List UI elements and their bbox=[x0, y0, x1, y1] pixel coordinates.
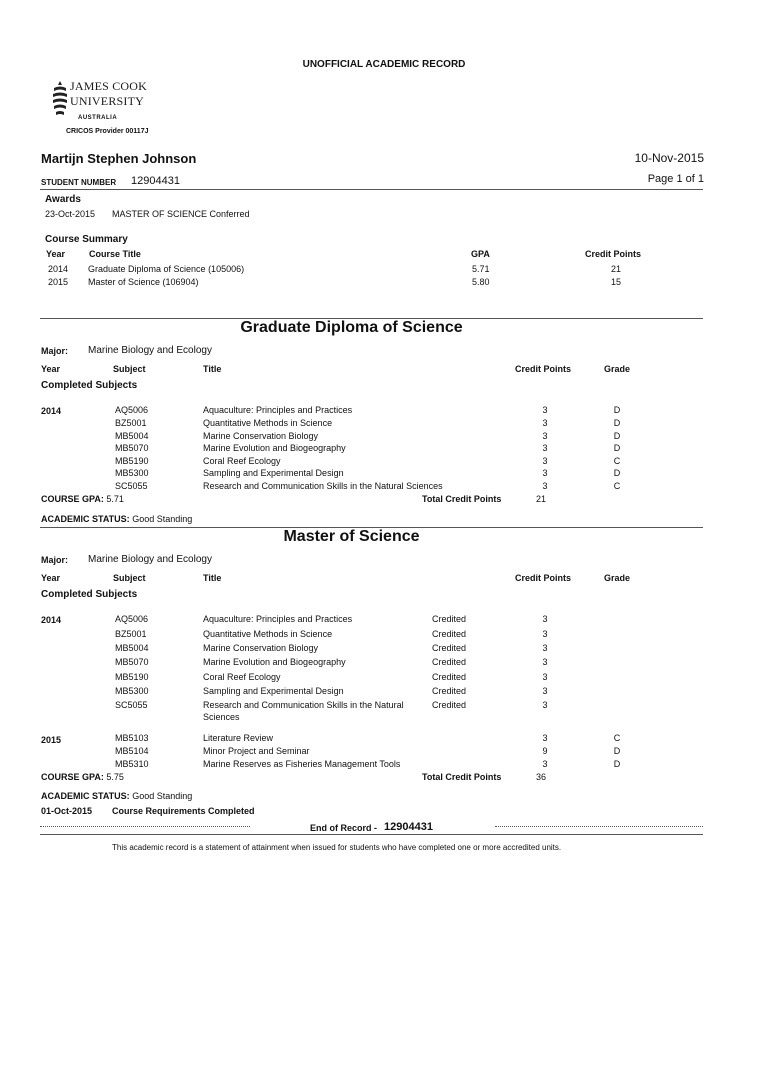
credit-points: 3 bbox=[542, 733, 548, 743]
student-number-label: STUDENT NUMBER bbox=[41, 178, 117, 187]
logo-line-1: JAMES COOK bbox=[70, 79, 148, 93]
ms-total-value: 36 bbox=[535, 772, 546, 782]
gds-col-year: Year bbox=[41, 364, 61, 374]
credit-points: 3 bbox=[542, 700, 548, 710]
requirements-date: 01-Oct-2015 bbox=[41, 806, 93, 816]
credited-note: Credited bbox=[432, 657, 467, 667]
award-text: MASTER OF SCIENCE Conferred bbox=[112, 209, 250, 219]
ms-major-label: Major: bbox=[41, 555, 68, 565]
subject-title: Coral Reef Ecology bbox=[203, 456, 281, 466]
ms-year-2015: 2015 bbox=[41, 735, 62, 745]
subject-title-continued: Sciences bbox=[203, 712, 240, 722]
statement-text: This academic record is a statement of attainment when issued for students who have completed one or more accredited units. bbox=[112, 843, 562, 852]
ms-col-year: Year bbox=[41, 573, 61, 583]
ms-completed-subjects: Completed Subjects bbox=[41, 589, 138, 600]
subject-code: MB5300 bbox=[115, 686, 149, 696]
subject-code: MB5004 bbox=[115, 643, 149, 653]
crest-icon bbox=[51, 80, 69, 120]
credit-points: 3 bbox=[542, 456, 548, 466]
gds-status-value: Good Standing bbox=[132, 514, 193, 524]
student-name: Martijn Stephen Johnson bbox=[41, 151, 197, 166]
subject-title: Quantitative Methods in Science bbox=[203, 418, 333, 428]
course-summary-heading: Course Summary bbox=[45, 234, 128, 245]
grade: D bbox=[613, 443, 621, 453]
subject-title: Research and Communication Skills in the Natural bbox=[203, 700, 404, 710]
credit-points: 3 bbox=[542, 672, 548, 682]
summary-col-credit-points: Credit Points bbox=[585, 249, 642, 259]
grade: C bbox=[613, 456, 621, 466]
grade: D bbox=[613, 418, 621, 428]
gds-major: Marine Biology and Ecology bbox=[88, 345, 212, 356]
gds-gpa-label: COURSE GPA: bbox=[41, 494, 104, 504]
credit-points: 3 bbox=[542, 405, 548, 415]
subject-title: Marine Conservation Biology bbox=[203, 431, 319, 441]
subject-title: Aquaculture: Principles and Practices bbox=[203, 405, 353, 415]
logo-line-2: UNIVERSITY bbox=[70, 94, 144, 108]
grade: D bbox=[613, 468, 621, 478]
summary-title: Graduate Diploma of Science (105006) bbox=[88, 264, 245, 274]
end-of-record-number: 12904431 bbox=[384, 821, 433, 833]
credit-points: 9 bbox=[542, 746, 548, 756]
summary-gpa: 5.71 bbox=[472, 264, 490, 274]
award-date: 23-Oct-2015 bbox=[45, 209, 96, 219]
credit-points: 3 bbox=[542, 614, 548, 624]
summary-year: 2015 bbox=[48, 277, 69, 287]
university-logo bbox=[48, 74, 158, 126]
subject-title: Marine Conservation Biology bbox=[203, 643, 319, 653]
credited-note: Credited bbox=[432, 672, 467, 682]
end-right-dots bbox=[495, 826, 703, 827]
record-date: 10-Nov-2015 bbox=[634, 151, 704, 165]
credited-note: Credited bbox=[432, 614, 467, 624]
end-left-dots bbox=[40, 826, 250, 827]
subject-title: Research and Communication Skills in the Natural Sciences bbox=[203, 481, 443, 491]
subject-title: Sampling and Experimental Design bbox=[203, 686, 344, 696]
subject-code: AQ5006 bbox=[115, 614, 149, 624]
credit-points: 3 bbox=[542, 657, 548, 667]
credit-points: 3 bbox=[542, 759, 548, 769]
subject-title: Coral Reef Ecology bbox=[203, 672, 281, 682]
ms-gpa-label: COURSE GPA: bbox=[41, 772, 104, 782]
credit-points: 3 bbox=[542, 643, 548, 653]
credited-note: Credited bbox=[432, 643, 467, 653]
ms-total-label: Total Credit Points bbox=[422, 772, 502, 782]
credit-points: 3 bbox=[542, 481, 548, 491]
student-number: 12904431 bbox=[131, 175, 180, 187]
grade: D bbox=[613, 405, 621, 415]
ms-academic-status bbox=[41, 791, 192, 801]
ms-gpa-value: 5.75 bbox=[106, 772, 124, 782]
summary-col-year: Year bbox=[46, 249, 66, 259]
summary-col-gpa: GPA bbox=[471, 249, 490, 259]
grade: D bbox=[613, 431, 621, 441]
subject-code: MB5104 bbox=[115, 746, 149, 756]
credit-points: 3 bbox=[542, 629, 548, 639]
subject-code: SC5055 bbox=[115, 481, 148, 491]
subject-code: MB5300 bbox=[115, 468, 149, 478]
subject-title: Sampling and Experimental Design bbox=[203, 468, 344, 478]
credit-points: 3 bbox=[542, 468, 548, 478]
logo-line-3: AUSTRALIA bbox=[78, 115, 118, 121]
credited-note: Credited bbox=[432, 700, 467, 710]
credit-points: 3 bbox=[542, 418, 548, 428]
ms-col-credit-points: Credit Points bbox=[515, 573, 572, 583]
subject-code: AQ5006 bbox=[115, 405, 149, 415]
gds-col-grade: Grade bbox=[604, 364, 631, 374]
requirements-text: Course Requirements Completed bbox=[112, 806, 255, 816]
grade: D bbox=[613, 759, 621, 769]
gds-academic-status bbox=[41, 514, 192, 524]
subject-code: MB5310 bbox=[115, 759, 149, 769]
gds-total-label: Total Credit Points bbox=[422, 494, 502, 504]
ms-heading: Master of Science bbox=[283, 528, 420, 545]
subject-code: MB5190 bbox=[115, 672, 149, 682]
gds-total-value: 21 bbox=[535, 494, 546, 504]
gds-year: 2014 bbox=[41, 406, 62, 416]
awards-heading: Awards bbox=[45, 194, 81, 205]
ms-status-value: Good Standing bbox=[132, 791, 193, 801]
gds-major-label: Major: bbox=[41, 346, 68, 356]
gds-gpa-value: 5.71 bbox=[106, 494, 124, 504]
summary-year: 2014 bbox=[48, 264, 69, 274]
gds-col-subject: Subject bbox=[113, 364, 146, 374]
subject-code: MB5070 bbox=[115, 443, 149, 453]
summary-title: Master of Science (106904) bbox=[88, 277, 199, 287]
ms-status-label: ACADEMIC STATUS: bbox=[41, 791, 130, 801]
gds-col-title: Title bbox=[203, 364, 222, 374]
credit-points: 3 bbox=[542, 443, 548, 453]
subject-code: SC5055 bbox=[115, 700, 148, 710]
subject-title: Aquaculture: Principles and Practices bbox=[203, 614, 353, 624]
gds-col-credit-points: Credit Points bbox=[515, 364, 572, 374]
ms-col-title: Title bbox=[203, 573, 222, 583]
summary-credit-points: 21 bbox=[610, 264, 621, 274]
subject-title: Marine Evolution and Biogeography bbox=[203, 443, 346, 453]
grade: C bbox=[613, 733, 621, 743]
subject-title: Minor Project and Seminar bbox=[203, 746, 310, 756]
grade: C bbox=[613, 481, 621, 491]
page-number: Page 1 of 1 bbox=[647, 173, 704, 185]
grade: D bbox=[613, 746, 621, 756]
subject-title: Marine Evolution and Biogeography bbox=[203, 657, 346, 667]
gds-heading: Graduate Diploma of Science bbox=[240, 319, 463, 336]
ms-major: Marine Biology and Ecology bbox=[88, 554, 212, 565]
subject-title: Quantitative Methods in Science bbox=[203, 629, 333, 639]
credit-points: 3 bbox=[542, 431, 548, 441]
footer-divider bbox=[40, 834, 703, 835]
subject-code: BZ5001 bbox=[115, 418, 147, 428]
subject-code: MB5190 bbox=[115, 456, 149, 466]
credited-note: Credited bbox=[432, 686, 467, 696]
summary-gpa: 5.80 bbox=[472, 277, 490, 287]
ms-course-gpa bbox=[41, 772, 124, 782]
end-of-record-label: End of Record - bbox=[310, 823, 377, 833]
summary-credit-points: 15 bbox=[610, 277, 621, 287]
cricos-provider: CRICOS Provider 00117J bbox=[66, 128, 149, 135]
ms-year-2014: 2014 bbox=[41, 615, 62, 625]
gds-completed-subjects: Completed Subjects bbox=[41, 380, 138, 391]
summary-col-title: Course Title bbox=[89, 249, 141, 259]
ms-col-grade: Grade bbox=[604, 573, 631, 583]
subject-code: MB5070 bbox=[115, 657, 149, 667]
credit-points: 3 bbox=[542, 686, 548, 696]
gds-status-label: ACADEMIC STATUS: bbox=[41, 514, 130, 524]
credited-note: Credited bbox=[432, 629, 467, 639]
subject-code: MB5004 bbox=[115, 431, 149, 441]
document-title: UNOFFICIAL ACADEMIC RECORD bbox=[302, 59, 466, 70]
gds-course-gpa bbox=[41, 494, 124, 504]
subject-code: MB5103 bbox=[115, 733, 149, 743]
subject-title: Marine Reserves as Fisheries Management Tools bbox=[203, 759, 401, 769]
header-divider bbox=[40, 189, 703, 190]
subject-code: BZ5001 bbox=[115, 629, 147, 639]
ms-col-subject: Subject bbox=[113, 573, 146, 583]
subject-title: Literature Review bbox=[203, 733, 274, 743]
